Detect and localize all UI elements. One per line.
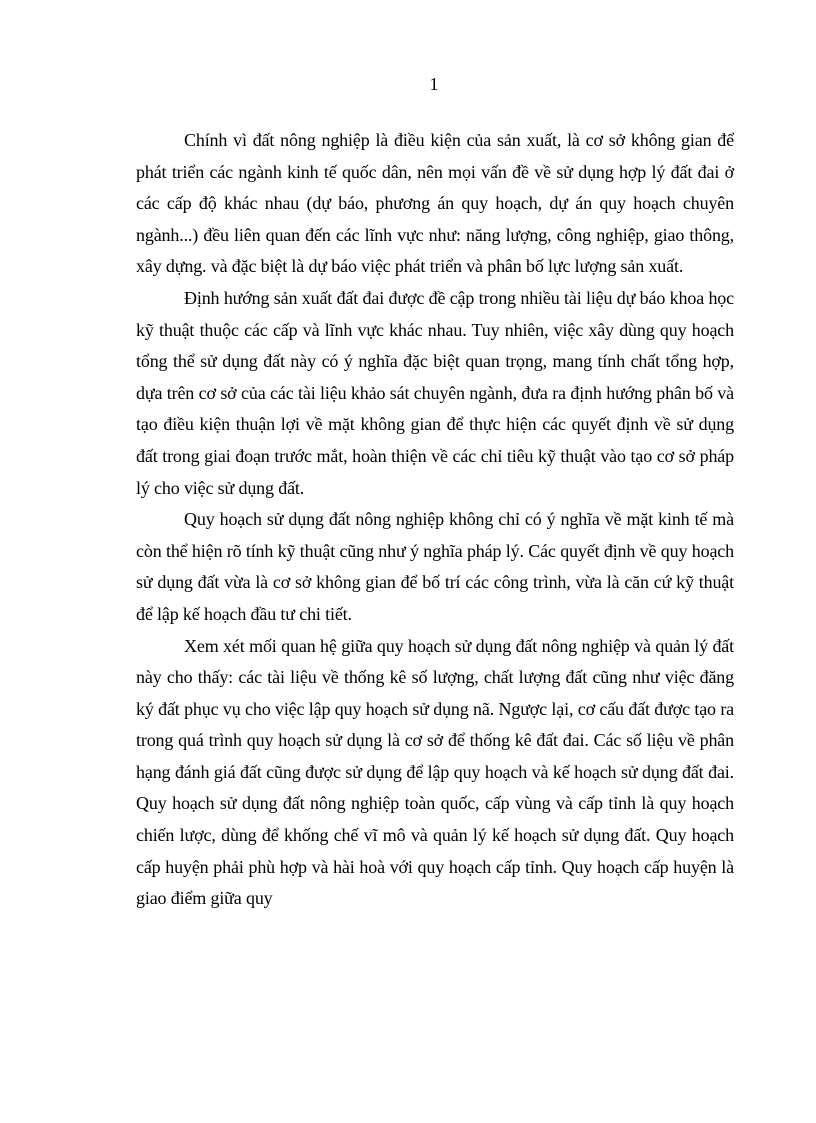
paragraph: Định hướng sản xuất đất đai được đề cập trong nhiều tài liệu dự báo khoa học kỹ thuật thuộc các cấp và lĩnh vực khác nhau. Tuy nhiên, việc xây dùng quy hoạch tổng thể sử dụng đất này có ý nghĩa đặc biệt quan trọng, mang tính chất tổng hợp, dựa trên cơ sở của các tài liệu khảo sát chuyên ngành, đưa ra định hướng phân bố và tạo điều kiện thuận lợi về mặt không gian để thực hiện các quyết định về sử dụng đất trong giai đoạn trước mắt, hoàn thiện về các chỉ tiêu kỹ thuật vào tạo cơ sở pháp lý cho việc sử dụng đất.: [136, 287, 734, 498]
paragraph: Chính vì đất nông nghiệp là điều kiện của sản xuất, là cơ sở không gian để phát triển các ngành kinh tế quốc dân, nên mọi vấn đề về sử dụng hợp lý đất đai ở các cấp độ khác nhau (dự báo, phương án quy hoạch, dự án quy hoạch chuyên ngành...) đều liên quan đến các lĩnh vực như: năng lượng, công nghiệp, giao thông, xây dựng. và đặc biệt là dự báo việc phát triển và phân bố lực lượng sản xuất.: [136, 130, 734, 277]
page-number: 1: [429, 74, 439, 94]
paragraph: Xem xét mối quan hệ giữa quy hoạch sử dụng đất nông nghiệp và quản lý đất này cho thấy: các tài liệu về thống kê số lượng, chất lượng đất cũng như việc đăng ký đất phục vụ cho việc lập quy hoạch sử dụng nã. Ngược lại, cơ cấu đất được tạo ra trong quá trình quy hoạch sử dụng là cơ sở để thống kê đất đai. Các số liệu về phân hạng đánh giá đất cũng được sử dụng để lập quy hoạch và kế hoạch sử dụng đất đai. Quy hoạch sử dụng đất nông nghiệp toàn quốc, cấp vùng và cấp tỉnh là quy hoạch chiến lược, dùng để khống chế vĩ mô và quản lý kế hoạch sử dụng đất. Quy hoạch cấp huyện phải phù hợp và hài hoà với quy hoạch cấp tỉnh. Quy hoạch cấp huyện là giao điểm giữa quy: [136, 635, 734, 909]
body-text: [136, 125, 734, 915]
paragraph: Quy hoạch sử dụng đất nông nghiệp không chỉ có ý nghĩa về mặt kinh tế mà còn thể hiện rõ tính kỹ thuật cũng như ý nghĩa pháp lý. Các quyết định về quy hoạch sử dụng đất vừa là cơ sở không gian để bố trí các công trình, vừa là căn cứ kỹ thuật để lập kế hoạch đầu tư chi tiết.: [136, 509, 734, 624]
